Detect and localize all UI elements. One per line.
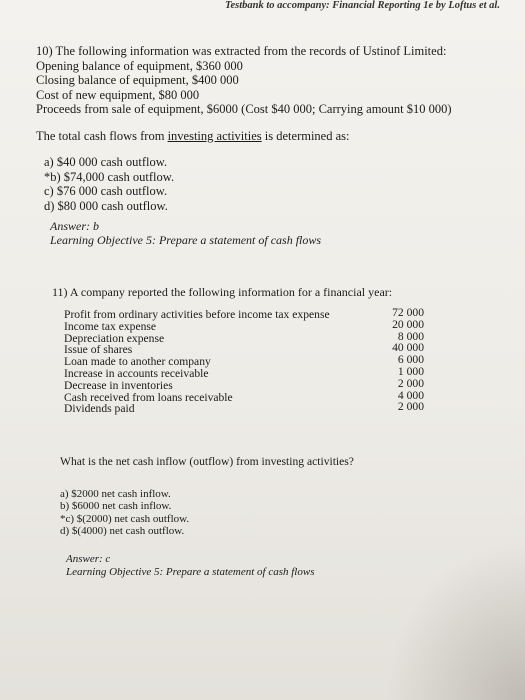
table-row-label: Profit from ordinary activities before income tax expense <box>64 308 330 321</box>
q10-answer: Answer: b <box>50 219 99 233</box>
table-row-label: Dividends paid <box>64 402 135 416</box>
table-row-value: 2 000 <box>397 400 424 414</box>
table-row-label: Decrease in inventories <box>64 378 173 392</box>
q10-fact: Proceeds from sale of equipment, $6000 (Cost $40 000; Carrying amount $10 000) <box>36 102 452 116</box>
table-row-label: Depreciation expense <box>64 331 165 345</box>
q10-fact: Closing balance of equipment, $400 000 <box>36 73 239 87</box>
underlined-phrase: investing activities <box>167 128 262 143</box>
q11-answer-block <box>66 553 314 578</box>
page-header: Testbank to accompany: Financial Reporting 1e by Loftus et al. <box>225 0 500 11</box>
table-row-value: 20 000 <box>392 317 424 331</box>
option-a: a) $40 000 cash outflow. <box>44 155 168 169</box>
table-row-value: 4 000 <box>397 388 424 402</box>
q11-objective: Learning Objective 5: Prepare a statement of cash flows <box>66 565 315 578</box>
q11-values <box>392 307 424 413</box>
table-row-label: Increase in accounts receivable <box>64 366 209 380</box>
option-b: b) $6000 net cash inflow. <box>60 500 172 513</box>
q11-question: What is the net cash inflow (outflow) from investing activities? <box>60 455 354 468</box>
table-row-value: 1 000 <box>397 364 424 378</box>
question-10 <box>36 44 452 213</box>
q10-question: The total cash flows from investing activities is determined as: <box>36 128 350 143</box>
table-row-value: 6 000 <box>397 353 424 367</box>
q11-labels <box>64 309 330 415</box>
table-row-value: 8 000 <box>397 329 424 343</box>
q10-options <box>44 155 452 213</box>
page-shadow <box>385 540 525 700</box>
q11-options <box>60 488 189 537</box>
table-row-value: 2 000 <box>397 376 424 390</box>
option-a: a) $2000 net cash inflow. <box>60 488 171 500</box>
option-d: d) $(4000) net cash outflow. <box>60 524 185 537</box>
q10-fact: Opening balance of equipment, $360 000 <box>36 58 243 73</box>
q11-title: 11) A company reported the following information for a financial year: <box>52 285 393 299</box>
option-b: *b) $74,000 cash outflow. <box>44 169 175 184</box>
q10-answer-block <box>50 220 321 247</box>
table-row-value: 72 000 <box>392 306 424 319</box>
q11-answer: Answer: c <box>66 553 111 565</box>
option-c: c) $76 000 cash outflow. <box>44 184 168 198</box>
q10-objective: Learning Objective 5: Prepare a statement of cash flows <box>50 232 322 247</box>
option-d: d) $80 000 cash outflow. <box>44 198 168 213</box>
table-row-label: Loan made to another company <box>64 355 211 369</box>
table-row-label: Income tax expense <box>64 319 157 333</box>
q10-fact: Cost of new equipment, $80 000 <box>36 87 200 102</box>
q10-title: 10) The following information was extracted from the records of Ustinof Limited: <box>36 44 447 58</box>
option-c: *c) $(2000) net cash outflow. <box>60 512 190 525</box>
table-row-value: 40 000 <box>392 341 424 355</box>
table-row-label: Issue of shares <box>64 343 133 357</box>
table-row-label: Cash received from loans receivable <box>64 390 233 404</box>
